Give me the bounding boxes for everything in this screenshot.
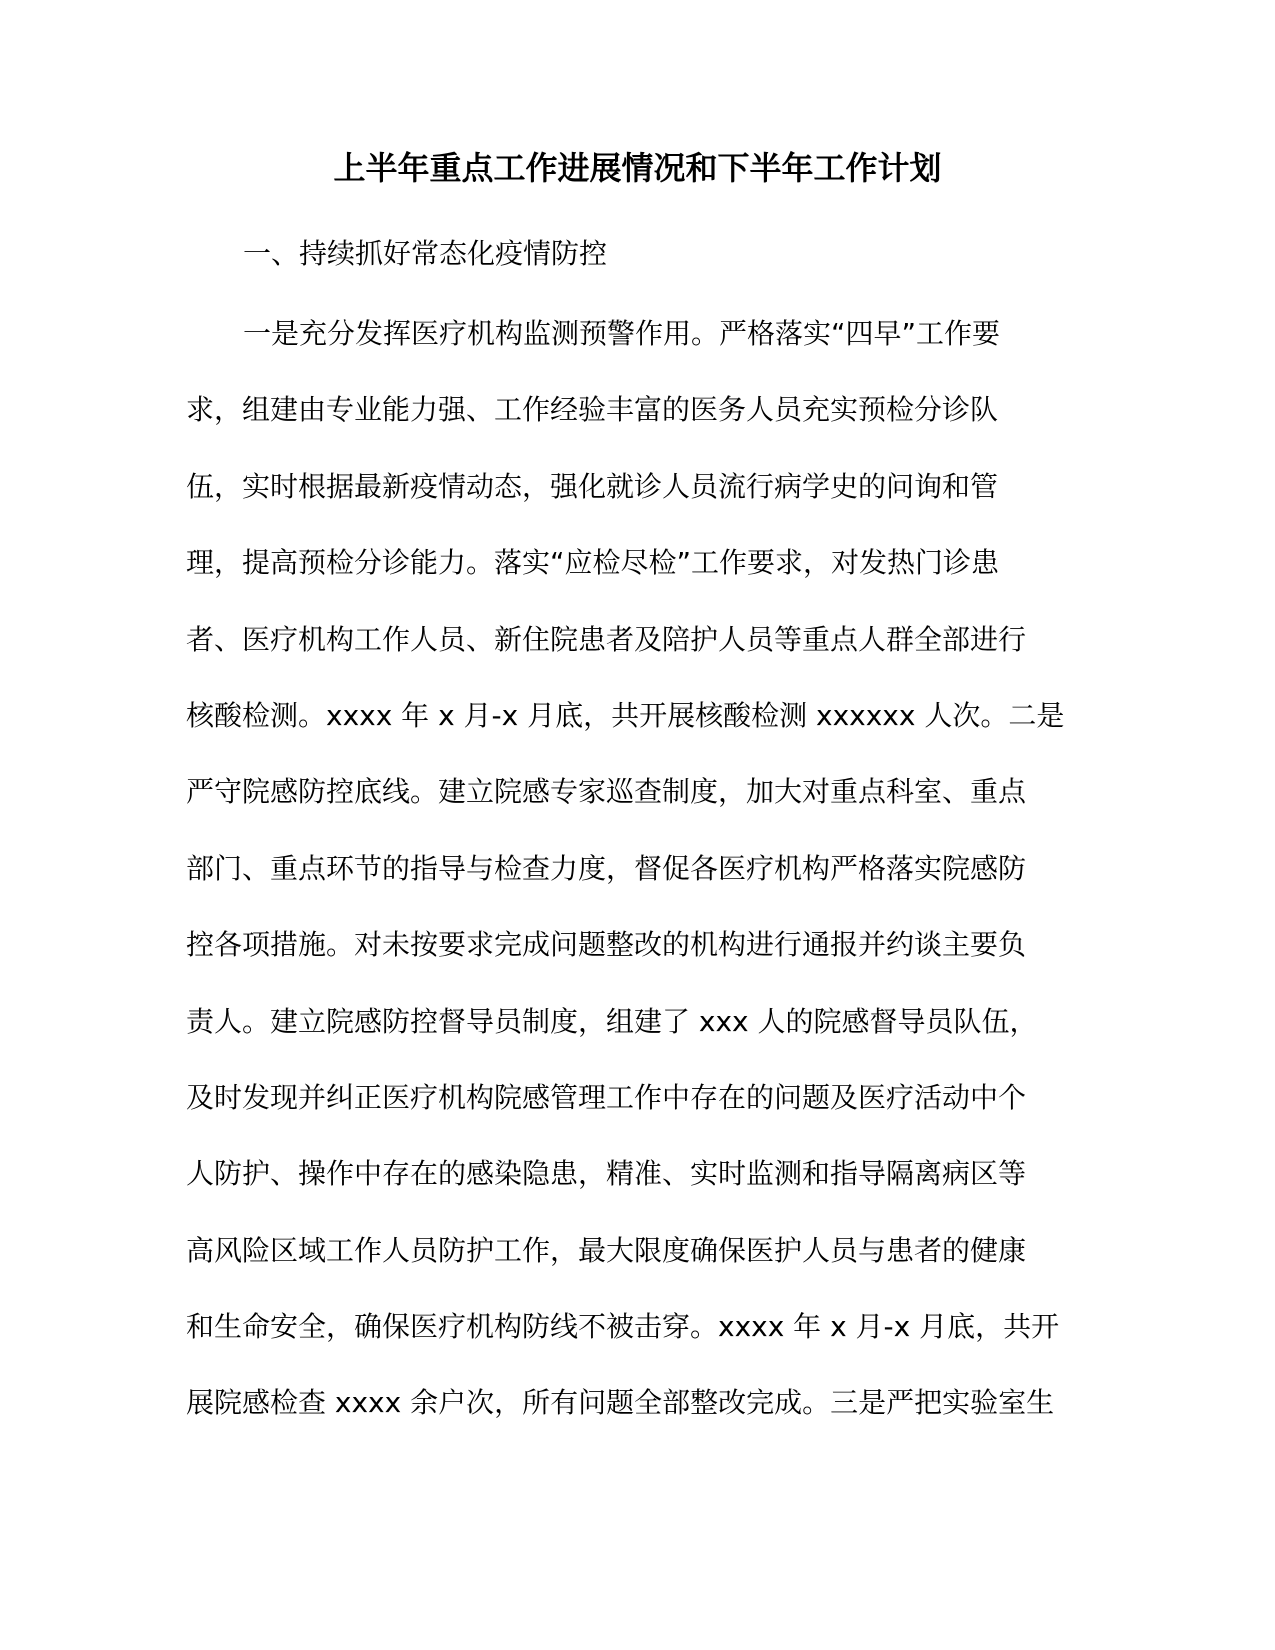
paragraph-line: 严守院感防控底线。建立院感专家巡查制度，加大对重点科室、重点 <box>186 775 1027 809</box>
section-heading: 一、持续抓好常态化疫情防控 <box>243 237 608 270</box>
paragraph-line: 和生命安全，确保医疗机构防线不被击穿。xxxx 年 x 月-x 月底，共开 <box>186 1310 1060 1344</box>
paragraph-line: 核酸检测。xxxx 年 x 月-x 月底，共开展核酸检测 xxxxxx 人次。二是 <box>186 698 1065 732</box>
document-title: 上半年重点工作进展情况和下半年工作计划 <box>333 149 942 187</box>
paragraph-line: 人防护、操作中存在的感染隐患，精准、实时监测和指导隔离病区等 <box>186 1157 1027 1191</box>
paragraph-line: 高风险区域工作人员防护工作，最大限度确保医护人员与患者的健康 <box>186 1233 1027 1267</box>
paragraph-line: 理，提高预检分诊能力。落实“应检尽检”工作要求，对发热门诊患 <box>186 546 1000 580</box>
paragraph-line: 责人。建立院感防控督导员制度，组建了 xxx 人的院感督导员队伍， <box>186 1004 1038 1038</box>
paragraph-line: 展院感检查 xxxx 余户次，所有问题全部整改完成。三是严把实验室生 <box>186 1386 1055 1420</box>
paragraph-line: 求，组建由专业能力强、工作经验丰富的医务人员充实预检分诊队 <box>186 393 999 427</box>
paragraph-line: 者、医疗机构工作人员、新住院患者及陪护人员等重点人群全部进行 <box>186 622 1027 656</box>
paragraph-line: 及时发现并纠正医疗机构院感管理工作中存在的问题及医疗活动中个 <box>186 1080 1027 1114</box>
paragraph-line: 一是充分发挥医疗机构监测预警作用。严格落实“四早”工作要 <box>243 317 1001 350</box>
paragraph-line: 控各项措施。对未按要求完成问题整改的机构进行通报并约谈主要负 <box>186 928 1027 962</box>
body-paragraph <box>186 304 1086 1450</box>
paragraph-line: 部门、重点环节的指导与检查力度，督促各医疗机构严格落实院感防 <box>186 851 1027 885</box>
paragraph-line: 伍，实时根据最新疫情动态，强化就诊人员流行病学史的问询和管 <box>186 469 999 503</box>
